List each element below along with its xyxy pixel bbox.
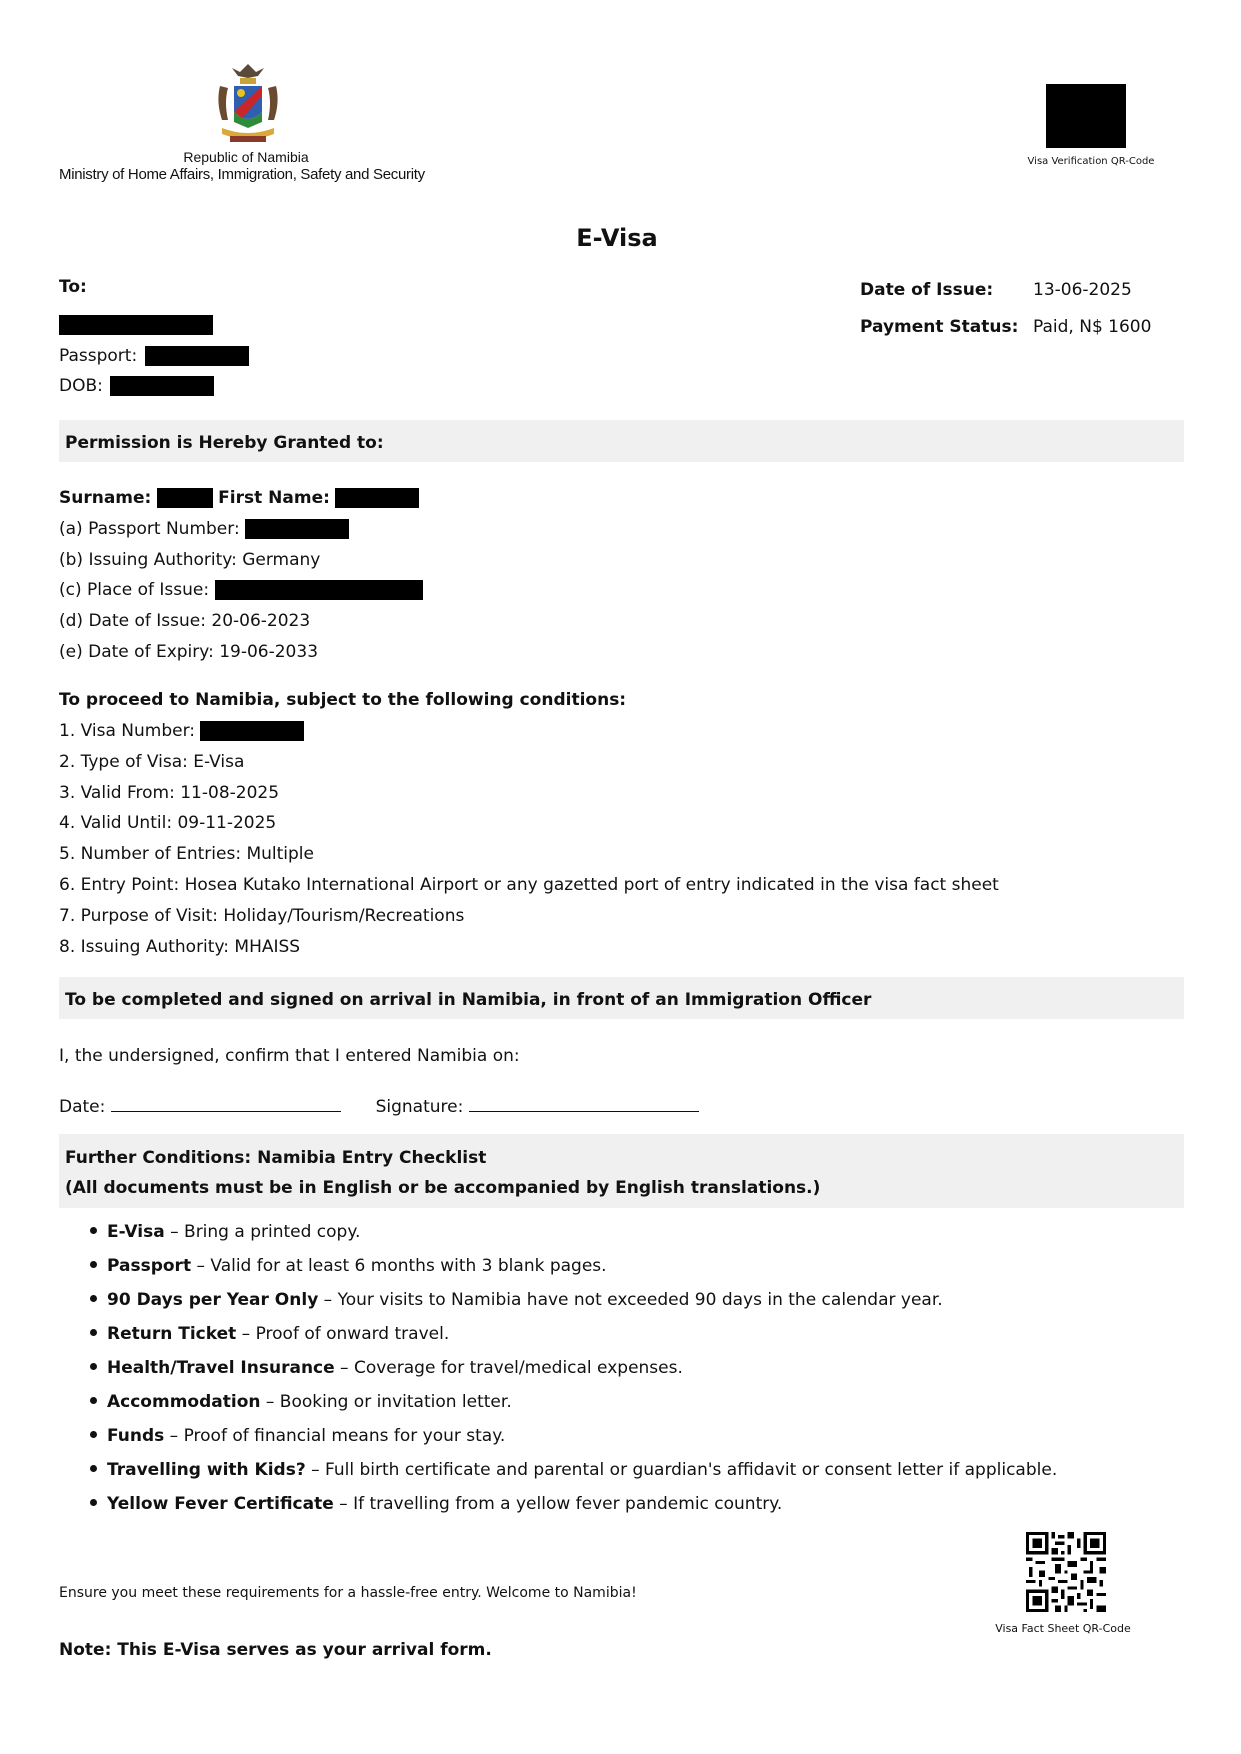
date-of-issue-label: Date of Issue: <box>860 280 994 300</box>
passport-number-label: (a) Passport Number: <box>59 519 240 539</box>
dob-redacted <box>110 376 214 396</box>
arrival-form-note: Note: This E-Visa serves as your arrival form. <box>59 1640 492 1660</box>
arrival-date-label: Date: <box>59 1097 106 1117</box>
list-item: Passport – Valid for at least 6 months with 3 blank pages. <box>59 1254 1057 1288</box>
fact-sheet-qr-code[interactable] <box>1026 1532 1106 1612</box>
list-item: E-Visa – Bring a printed copy. <box>59 1220 1057 1254</box>
place-of-issue-line <box>59 580 423 600</box>
checklist <box>59 1220 1057 1526</box>
condition-item: 5. Number of Entries: Multiple <box>59 844 314 864</box>
dob-label: DOB: <box>59 376 103 396</box>
to-label: To: <box>59 277 87 297</box>
page-title: E-Visa <box>576 224 658 252</box>
surname-label: Surname: <box>59 488 152 508</box>
ensure-text: Ensure you meet these requirements for a hassle-free entry. Welcome to Namibia! <box>59 1585 637 1601</box>
condition-item: 6. Entry Point: Hosea Kutako International Airport or any gazetted port of entry indicated in the visa fact sheet <box>59 875 999 895</box>
passport-date-of-expiry-line: (e) Date of Expiry: 19-06-2033 <box>59 642 319 662</box>
passport-label: Passport: <box>59 346 138 366</box>
list-item: Accommodation – Booking or invitation letter. <box>59 1390 1057 1424</box>
ministry-label: Ministry of Home Affairs, Immigration, Safety and Security <box>59 166 425 183</box>
passport-redacted <box>145 346 249 366</box>
recipient-name-redacted <box>59 315 213 335</box>
verification-qr-caption: Visa Verification QR-Code <box>1027 156 1155 167</box>
signature-field[interactable] <box>469 1094 699 1112</box>
arrival-date-field[interactable] <box>111 1094 341 1112</box>
condition-item: 4. Valid Until: 09-11-2025 <box>59 813 277 833</box>
fact-sheet-qr-caption: Visa Fact Sheet QR-Code <box>995 1622 1131 1635</box>
passport-number-line <box>59 519 349 539</box>
visa-number-redacted <box>200 721 304 741</box>
checklist-subheading: (All documents must be in English or be accompanied by English translations.) <box>65 1178 821 1198</box>
coat-of-arms-logo <box>210 62 286 148</box>
payment-status-label: Payment Status: <box>860 317 1019 337</box>
signature-label: Signature: <box>375 1097 464 1117</box>
visa-number-line <box>59 721 304 741</box>
list-item: Funds – Proof of financial means for your stay. <box>59 1424 1057 1458</box>
visa-number-label: 1. Visa Number: <box>59 721 195 741</box>
list-item: Health/Travel Insurance – Coverage for travel/medical expenses. <box>59 1356 1057 1390</box>
conditions-heading: To proceed to Namibia, subject to the following conditions: <box>59 690 627 710</box>
arrival-heading: To be completed and signed on arrival in Namibia, in front of an Immigration Officer <box>65 990 872 1010</box>
checklist-band <box>59 1134 1184 1208</box>
condition-item: 3. Valid From: 11-08-2025 <box>59 783 280 803</box>
passport-number-redacted <box>245 519 349 539</box>
list-item: Yellow Fever Certificate – If travelling from a yellow fever pandemic country. <box>59 1492 1057 1526</box>
place-of-issue-label: (c) Place of Issue: <box>59 580 210 600</box>
passport-line <box>59 346 249 366</box>
checklist-heading: Further Conditions: Namibia Entry Checklist <box>65 1148 487 1168</box>
list-item: Travelling with Kids? – Full birth certificate and parental or guardian's affidavit or consent letter if applicable. <box>59 1458 1057 1492</box>
arrival-confirm-text: I, the undersigned, confirm that I entered Namibia on: <box>59 1046 520 1066</box>
payment-status-value: Paid, N$ 1600 <box>1033 317 1152 337</box>
issuing-authority-line: (b) Issuing Authority: Germany <box>59 550 321 570</box>
condition-item: 2. Type of Visa: E-Visa <box>59 752 245 772</box>
list-item: Return Ticket – Proof of onward travel. <box>59 1322 1057 1356</box>
place-of-issue-redacted <box>215 580 423 600</box>
permission-heading: Permission is Hereby Granted to: <box>65 433 384 453</box>
date-of-issue-value: 13-06-2025 <box>1033 280 1132 300</box>
arrival-date-signature-line <box>59 1094 699 1117</box>
permission-band <box>59 420 1184 462</box>
arrival-band <box>59 977 1184 1019</box>
condition-item: 8. Issuing Authority: MHAISS <box>59 937 301 957</box>
first-name-redacted <box>335 488 419 508</box>
dob-line <box>59 376 214 396</box>
republic-label: Republic of Namibia <box>183 149 309 165</box>
condition-item: 7. Purpose of Visit: Holiday/Tourism/Recreations <box>59 906 465 926</box>
passport-date-of-issue-line: (d) Date of Issue: 20-06-2023 <box>59 611 311 631</box>
list-item: 90 Days per Year Only – Your visits to Namibia have not exceeded 90 days in the calendar year. <box>59 1288 1057 1322</box>
verification-qr-redacted <box>1046 84 1126 148</box>
surname-redacted <box>157 488 213 508</box>
surname-line <box>59 488 419 508</box>
first-name-label: First Name: <box>218 488 330 508</box>
